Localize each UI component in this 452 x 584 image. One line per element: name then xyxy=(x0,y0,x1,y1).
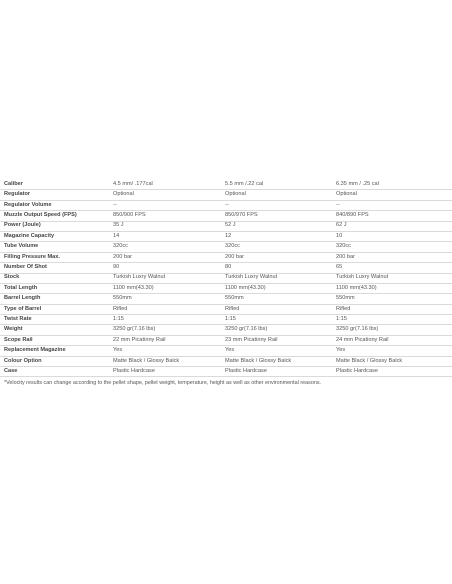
spec-value-caliber-1: 3250 gr(7.16 lbs) xyxy=(113,325,225,335)
spec-value-caliber-3: Turkish Luxry Walnut xyxy=(336,273,452,283)
spec-value-caliber-3: Rifled xyxy=(336,304,452,314)
spec-table-body xyxy=(0,180,452,377)
spec-value-caliber-2: -- xyxy=(225,200,336,210)
spec-value-caliber-3: Optional xyxy=(336,190,452,200)
spec-value-caliber-3: Matte Black / Glossy Balck xyxy=(336,356,452,366)
spec-value-caliber-3: 320cc xyxy=(336,242,452,252)
spec-value-caliber-1: Matte Black / Glossy Balck xyxy=(113,356,225,366)
spec-label: Muzzle Output Speed (FPS) xyxy=(0,211,113,221)
spec-value-caliber-2: Plastic Hardcase xyxy=(225,367,336,377)
spec-label: Filling Pressure Max. xyxy=(0,252,113,262)
table-row xyxy=(0,200,452,210)
spec-value-caliber-1: Rifled xyxy=(113,304,225,314)
spec-value-caliber-3: 3250 gr(7.16 lbs) xyxy=(336,325,452,335)
spec-value-caliber-3: 65 xyxy=(336,263,452,273)
spec-label: Weight xyxy=(0,325,113,335)
spec-value-caliber-1: 22 mm Picatinny Rail xyxy=(113,335,225,345)
spec-value-caliber-2: 850/970 FPS xyxy=(225,211,336,221)
spec-label: Regulator Volume xyxy=(0,200,113,210)
spec-section xyxy=(0,180,452,386)
spec-label: Power (Joule) xyxy=(0,221,113,231)
table-row xyxy=(0,231,452,241)
table-row xyxy=(0,180,452,190)
spec-value-caliber-3: 10 xyxy=(336,231,452,241)
spec-value-caliber-2: 1100 mm(43.30) xyxy=(225,283,336,293)
velocity-footnote: *Velocity results can change according to the pellet shape, pellet weight, temperature, height as well as other environmental reasons. xyxy=(4,380,322,387)
spec-value-caliber-2: Matte Black / Glossy Balck xyxy=(225,356,336,366)
spec-value-caliber-1: 14 xyxy=(113,231,225,241)
table-row xyxy=(0,263,452,273)
table-row xyxy=(0,335,452,345)
spec-value-caliber-3: 24 mm Picatinny Rail xyxy=(336,335,452,345)
table-row xyxy=(0,346,452,356)
spec-value-caliber-2: Rifled xyxy=(225,304,336,314)
spec-label: Twist Rate xyxy=(0,315,113,325)
spec-value-caliber-1: 1100 mm(43.30) xyxy=(113,283,225,293)
spec-value-caliber-2: 80 xyxy=(225,263,336,273)
spec-value-caliber-2: Yes xyxy=(225,346,336,356)
spec-label: Case xyxy=(0,367,113,377)
table-row xyxy=(0,367,452,377)
spec-value-caliber-3: 550mm xyxy=(336,294,452,304)
spec-value-caliber-2: 3250 gr(7.16 lbs) xyxy=(225,325,336,335)
spec-value-caliber-1: 550mm xyxy=(113,294,225,304)
table-row xyxy=(0,211,452,221)
spec-label: Total Length xyxy=(0,283,113,293)
spec-value-caliber-1: Optional xyxy=(113,190,225,200)
spec-value-caliber-2: 320cc xyxy=(225,242,336,252)
spec-value-caliber-1: 90 xyxy=(113,263,225,273)
spec-label: Colour Option xyxy=(0,356,113,366)
spec-value-caliber-3: Plastic Hardcase xyxy=(336,367,452,377)
spec-value-caliber-3: 6.35 mm / .25 cal xyxy=(336,180,452,190)
spec-value-caliber-1: 1:15 xyxy=(113,315,225,325)
table-row xyxy=(0,294,452,304)
table-row xyxy=(0,304,452,314)
spec-value-caliber-1: 35 J xyxy=(113,221,225,231)
spec-value-caliber-1: Plastic Hardcase xyxy=(113,367,225,377)
spec-label: Scope Rail xyxy=(0,335,113,345)
spec-label: Caliber xyxy=(0,180,113,190)
spec-value-caliber-3: 1:15 xyxy=(336,315,452,325)
spec-value-caliber-3: 200 bar xyxy=(336,252,452,262)
spec-value-caliber-3: 840/890 FPS xyxy=(336,211,452,221)
spec-value-caliber-3: Yes xyxy=(336,346,452,356)
spec-value-caliber-2: 200 bar xyxy=(225,252,336,262)
spec-label: Number Of Shot xyxy=(0,263,113,273)
table-row xyxy=(0,325,452,335)
spec-label: Magazine Capacity xyxy=(0,231,113,241)
spec-label: Type of Barrel xyxy=(0,304,113,314)
spec-value-caliber-1: 4.5 mm/ .177cal xyxy=(113,180,225,190)
spec-label: Barrel Length xyxy=(0,294,113,304)
spec-value-caliber-2: 12 xyxy=(225,231,336,241)
spec-value-caliber-2: 1:15 xyxy=(225,315,336,325)
spec-label: Tube Volume xyxy=(0,242,113,252)
spec-value-caliber-2: Turkish Luxry Walnut xyxy=(225,273,336,283)
table-row xyxy=(0,252,452,262)
spec-value-caliber-1: 320cc xyxy=(113,242,225,252)
spec-label: Stock xyxy=(0,273,113,283)
table-row xyxy=(0,221,452,231)
spec-table xyxy=(0,180,452,377)
table-row xyxy=(0,315,452,325)
spec-value-caliber-2: 5.5 mm /.22 cal xyxy=(225,180,336,190)
spec-value-caliber-1: 200 bar xyxy=(113,252,225,262)
spec-value-caliber-1: Yes xyxy=(113,346,225,356)
table-row xyxy=(0,242,452,252)
spec-value-caliber-3: 62 J xyxy=(336,221,452,231)
spec-label: Regulator xyxy=(0,190,113,200)
table-row xyxy=(0,283,452,293)
spec-value-caliber-2: 550mm xyxy=(225,294,336,304)
spec-value-caliber-1: 850/900 FPS xyxy=(113,211,225,221)
spec-value-caliber-2: 23 mm Picatinny Rail xyxy=(225,335,336,345)
spec-value-caliber-3: 1100 mm(43.30) xyxy=(336,283,452,293)
spec-value-caliber-2: Optional xyxy=(225,190,336,200)
spec-value-caliber-1: -- xyxy=(113,200,225,210)
spec-value-caliber-1: Turkish Luxry Walnut xyxy=(113,273,225,283)
spec-value-caliber-2: 52 J xyxy=(225,221,336,231)
spec-value-caliber-3: -- xyxy=(336,200,452,210)
table-row xyxy=(0,190,452,200)
table-row xyxy=(0,273,452,283)
table-row xyxy=(0,356,452,366)
spec-label: Replacement Magazine xyxy=(0,346,113,356)
